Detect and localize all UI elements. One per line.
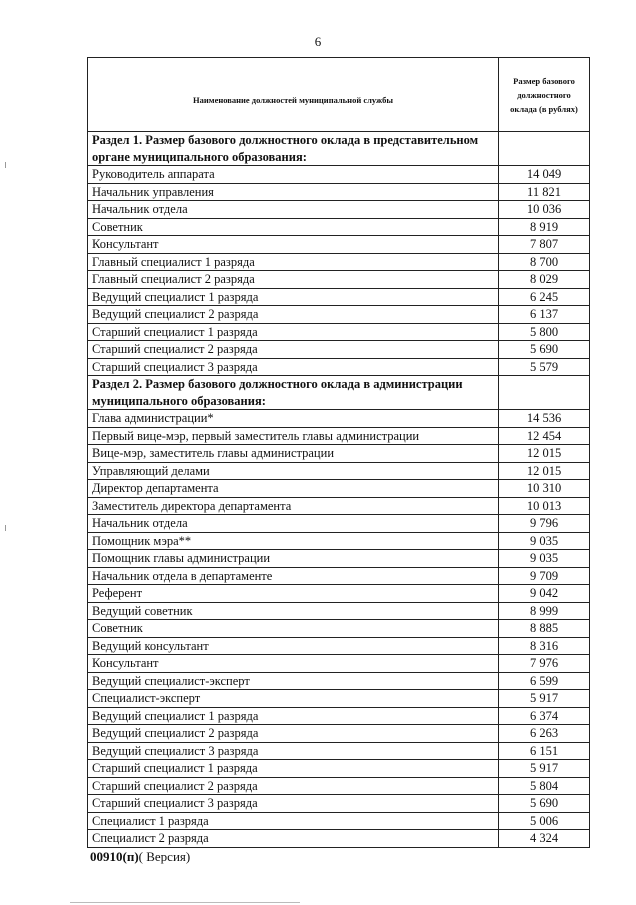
table-row xyxy=(88,795,590,813)
salary-value-cell: 6 374 xyxy=(499,707,590,725)
salary-value-cell: 5 917 xyxy=(499,760,590,778)
position-name-cell: Руководитель аппарата xyxy=(88,166,499,184)
position-name-cell: Заместитель директора департамента xyxy=(88,497,499,515)
salary-value-cell: 6 245 xyxy=(499,288,590,306)
section-2-empty-cell xyxy=(499,376,590,410)
table-row xyxy=(88,341,590,359)
position-name-cell: Старший специалист 2 разряда xyxy=(88,341,499,359)
section-1-title: Раздел 1. Размер базового должностного оклада в представительном органе муниципального образования: xyxy=(88,132,499,166)
section-2-title: Раздел 2. Размер базового должностного оклада в администрации муниципального образования: xyxy=(88,376,499,410)
table-row xyxy=(88,271,590,289)
position-name-cell: Ведущий консультант xyxy=(88,637,499,655)
position-name-cell: Главный специалист 2 разряда xyxy=(88,271,499,289)
table-row xyxy=(88,497,590,515)
salary-value-cell: 9 709 xyxy=(499,567,590,585)
table-row xyxy=(88,236,590,254)
salary-value-cell: 5 800 xyxy=(499,323,590,341)
salary-value-cell: 9 035 xyxy=(499,550,590,568)
table-row xyxy=(88,218,590,236)
position-name-cell: Ведущий специалист 2 разряда xyxy=(88,725,499,743)
table-row xyxy=(88,462,590,480)
salary-value-cell: 5 579 xyxy=(499,358,590,376)
document-version-label: ( Версия) xyxy=(138,849,191,864)
salary-value-cell: 8 029 xyxy=(499,271,590,289)
position-name-cell: Старший специалист 1 разряда xyxy=(88,323,499,341)
position-name-cell: Ведущий специалист-эксперт xyxy=(88,672,499,690)
salary-value-cell: 5 006 xyxy=(499,812,590,830)
position-name-cell: Помощник главы администрации xyxy=(88,550,499,568)
position-name-cell: Специалист-эксперт xyxy=(88,690,499,708)
salary-value-cell: 8 885 xyxy=(499,620,590,638)
table-header-row xyxy=(88,58,590,132)
position-name-cell: Специалист 1 разряда xyxy=(88,812,499,830)
document-code xyxy=(90,849,190,865)
margin-tick-mark xyxy=(5,162,6,168)
position-name-cell: Начальник управления xyxy=(88,183,499,201)
table-row xyxy=(88,567,590,585)
position-name-cell: Ведущий специалист 3 разряда xyxy=(88,742,499,760)
salary-value-cell: 10 310 xyxy=(499,480,590,498)
salary-value-cell: 7 807 xyxy=(499,236,590,254)
table-row xyxy=(88,655,590,673)
position-name-cell: Специалист 2 разряда xyxy=(88,830,499,848)
salary-value-cell: 9 796 xyxy=(499,515,590,533)
salary-value-cell: 6 599 xyxy=(499,672,590,690)
position-name-cell: Ведущий специалист 2 разряда xyxy=(88,306,499,324)
salary-value-cell: 7 976 xyxy=(499,655,590,673)
salary-value-cell: 12 015 xyxy=(499,445,590,463)
salary-value-cell: 10 013 xyxy=(499,497,590,515)
position-name-cell: Ведущий специалист 1 разряда xyxy=(88,288,499,306)
position-name-cell: Начальник отдела xyxy=(88,515,499,533)
salary-value-cell: 10 036 xyxy=(499,201,590,219)
table-row xyxy=(88,253,590,271)
salary-value-cell: 5 690 xyxy=(499,795,590,813)
section-1-empty-cell xyxy=(499,132,590,166)
salary-value-cell: 6 263 xyxy=(499,725,590,743)
document-code-number: 00910(п) xyxy=(90,849,139,864)
table-row xyxy=(88,480,590,498)
position-name-cell: Советник xyxy=(88,620,499,638)
table-row xyxy=(88,760,590,778)
table-row xyxy=(88,707,590,725)
position-name-cell: Управляющий делами xyxy=(88,462,499,480)
page-number: 6 xyxy=(314,34,322,49)
position-name-cell: Советник xyxy=(88,218,499,236)
salary-value-cell: 5 690 xyxy=(499,341,590,359)
salary-value-cell: 8 316 xyxy=(499,637,590,655)
position-name-cell: Первый вице-мэр, первый заместитель главы администрации xyxy=(88,427,499,445)
table-row xyxy=(88,620,590,638)
table-row xyxy=(88,585,590,603)
salary-value-cell: 4 324 xyxy=(499,830,590,848)
table-row xyxy=(88,777,590,795)
table-row xyxy=(88,550,590,568)
table-row xyxy=(88,515,590,533)
salary-value-cell: 9 035 xyxy=(499,532,590,550)
position-name-cell: Старший специалист 3 разряда xyxy=(88,795,499,813)
salary-value-cell: 12 015 xyxy=(499,462,590,480)
position-name-cell: Ведущий советник xyxy=(88,602,499,620)
position-name-cell: Директор департамента xyxy=(88,480,499,498)
salary-table xyxy=(87,57,590,848)
salary-value-cell: 8 700 xyxy=(499,253,590,271)
margin-tick-mark xyxy=(5,525,6,531)
position-name-cell: Помощник мэра** xyxy=(88,532,499,550)
position-name-cell: Консультант xyxy=(88,236,499,254)
table-row xyxy=(88,602,590,620)
salary-value-cell: 8 999 xyxy=(499,602,590,620)
position-name-cell: Старший специалист 1 разряда xyxy=(88,760,499,778)
table-row xyxy=(88,830,590,848)
salary-value-cell: 5 804 xyxy=(499,777,590,795)
position-name-cell: Старший специалист 3 разряда xyxy=(88,358,499,376)
salary-value-cell: 9 042 xyxy=(499,585,590,603)
position-name-cell: Референт xyxy=(88,585,499,603)
header-salary-size: Размер базового должностного оклада (в рублях) xyxy=(499,58,590,132)
salary-value-cell: 6 137 xyxy=(499,306,590,324)
table-row xyxy=(88,323,590,341)
position-name-cell: Глава администрации* xyxy=(88,410,499,428)
salary-value-cell: 5 917 xyxy=(499,690,590,708)
table-row xyxy=(88,725,590,743)
table-row xyxy=(88,288,590,306)
salary-value-cell: 14 536 xyxy=(499,410,590,428)
table-row xyxy=(88,637,590,655)
salary-value-cell: 6 151 xyxy=(499,742,590,760)
table-row xyxy=(88,410,590,428)
position-name-cell: Старший специалист 2 разряда xyxy=(88,777,499,795)
table-row xyxy=(88,445,590,463)
table-row xyxy=(88,183,590,201)
table-row xyxy=(88,690,590,708)
table-row xyxy=(88,742,590,760)
table-row xyxy=(88,532,590,550)
position-name-cell: Главный специалист 1 разряда xyxy=(88,253,499,271)
table-row xyxy=(88,812,590,830)
table-body xyxy=(88,132,590,848)
position-name-cell: Начальник отдела в департаменте xyxy=(88,567,499,585)
bottom-rule xyxy=(70,902,300,903)
position-name-cell: Начальник отдела xyxy=(88,201,499,219)
salary-value-cell: 11 821 xyxy=(499,183,590,201)
salary-value-cell: 12 454 xyxy=(499,427,590,445)
table-row xyxy=(88,358,590,376)
section-2-row xyxy=(88,376,590,410)
table-row xyxy=(88,306,590,324)
salary-value-cell: 14 049 xyxy=(499,166,590,184)
position-name-cell: Консультант xyxy=(88,655,499,673)
table-row xyxy=(88,166,590,184)
position-name-cell: Вице-мэр, заместитель главы администрации xyxy=(88,445,499,463)
table-row xyxy=(88,427,590,445)
salary-value-cell: 8 919 xyxy=(499,218,590,236)
section-1-row xyxy=(88,132,590,166)
position-name-cell: Ведущий специалист 1 разряда xyxy=(88,707,499,725)
header-position-name: Наименование должностей муниципальной службы xyxy=(88,58,499,132)
table-row xyxy=(88,672,590,690)
table-row xyxy=(88,201,590,219)
